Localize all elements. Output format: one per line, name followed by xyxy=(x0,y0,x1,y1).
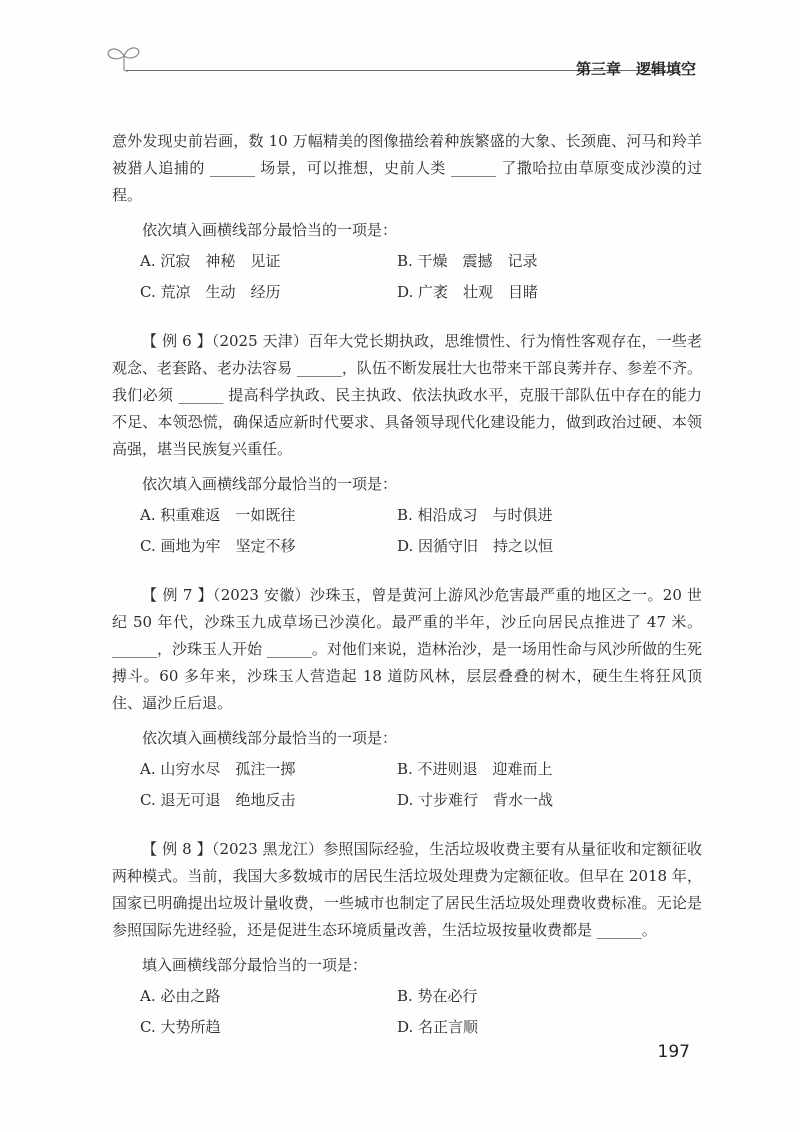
q6-question: 【 例 6 】（2025 天津）百年大党长期执政，思维惯性、行为惰性客观存在，一些老观念、老套路、老办法容易 ______，队伍不断发展壮大也带来干部良莠并存、参差不齐。我们必须 ______ 提高科学执政、民主执政、依法执政水平，克服干部队伍中存在的能力不足、本领恐慌，确保适应新时代要求、具备领导现代化建设能力，做到政治过硬、本领高强，堪当民族复兴重任。 xyxy=(112,332,702,458)
chapter-title: 第三章 逻辑填空 xyxy=(575,60,696,78)
q8-option-d: D. 名正言顺 xyxy=(397,1018,479,1036)
page-header xyxy=(104,40,696,80)
q6-option-a: A. 积重难返 一如既往 xyxy=(140,506,296,524)
sprout-icon xyxy=(104,40,144,78)
q7-options xyxy=(140,756,702,814)
q7-option-c: C. 退无可退 绝地反击 xyxy=(140,791,296,809)
q7-option-b: B. 不进则退 迎难而上 xyxy=(397,760,553,778)
q8-question: 【 例 8 】（2023 黑龙江）参照国际经验，生活垃圾收费主要有从量征收和定额征收两种模式。当前，我国大多数城市的居民生活垃圾处理费为定额征收。但早在 2018 年，国家已明确提出垃圾计量收费，一些城市也制定了居民生活垃圾处理费收费标准。无论是参照国际先进经验，还是促进生态环境质量改善，生活垃圾按量收费都是 ______。 xyxy=(112,840,702,939)
q7-option-a: A. 山穷水尽 孤注一掷 xyxy=(140,760,296,778)
q5-option-b: B. 干燥 震撼 记录 xyxy=(397,252,538,270)
q6-option-d: D. 因循守旧 持之以恒 xyxy=(397,537,554,555)
q5-option-c: C. 荒凉 生动 经历 xyxy=(140,283,281,301)
q7-prompt: 依次填入画横线部分最恰当的一项是： xyxy=(142,729,398,747)
page-number: 197 xyxy=(657,1042,690,1062)
q6-prompt: 依次填入画横线部分最恰当的一项是： xyxy=(142,475,398,493)
q5-option-d: D. 广袤 壮观 目睹 xyxy=(397,283,539,301)
q6-options xyxy=(140,502,702,560)
q8-option-b: B. 势在必行 xyxy=(397,987,478,1005)
q5-prompt: 依次填入画横线部分最恰当的一项是： xyxy=(142,221,398,239)
q8-options xyxy=(140,983,702,1041)
q5-options xyxy=(140,248,702,306)
q8-prompt: 填入画横线部分最恰当的一项是： xyxy=(142,956,368,974)
q8-option-c: C. 大势所趋 xyxy=(140,1018,221,1036)
q7-option-d: D. 寸步难行 背水一战 xyxy=(397,791,554,809)
q5-option-a: A. 沉寂 神秘 见证 xyxy=(140,252,281,270)
page-content xyxy=(112,128,702,1041)
q6-option-b: B. 相沿成习 与时俱进 xyxy=(397,506,553,524)
q8-option-a: A. 必由之路 xyxy=(140,987,221,1005)
q7-question: 【 例 7 】（2023 安徽）沙珠玉，曾是黄河上游风沙危害最严重的地区之一。20 世纪 50 年代，沙珠玉九成草场已沙漠化。最严重的半年，沙丘向居民点推进了 47 米。______，沙珠玉人开始 ______。对他们来说，造林治沙，是一场用性命与风沙所做的生死搏斗。60 多年来，沙珠玉人营造起 18 道防风林，层层叠叠的树木，硬生生将狂风顶住、逼沙丘后退。 xyxy=(112,586,702,712)
intro-paragraph: 意外发现史前岩画，数 10 万幅精美的图像描绘着种族繁盛的大象、长颈鹿、河马和羚羊被猎人追捕的 ______ 场景，可以推想，史前人类 ______ 了撒哈拉由草原变成沙漠的过程。 xyxy=(112,132,702,204)
q6-option-c: C. 画地为牢 坚定不移 xyxy=(140,537,296,555)
